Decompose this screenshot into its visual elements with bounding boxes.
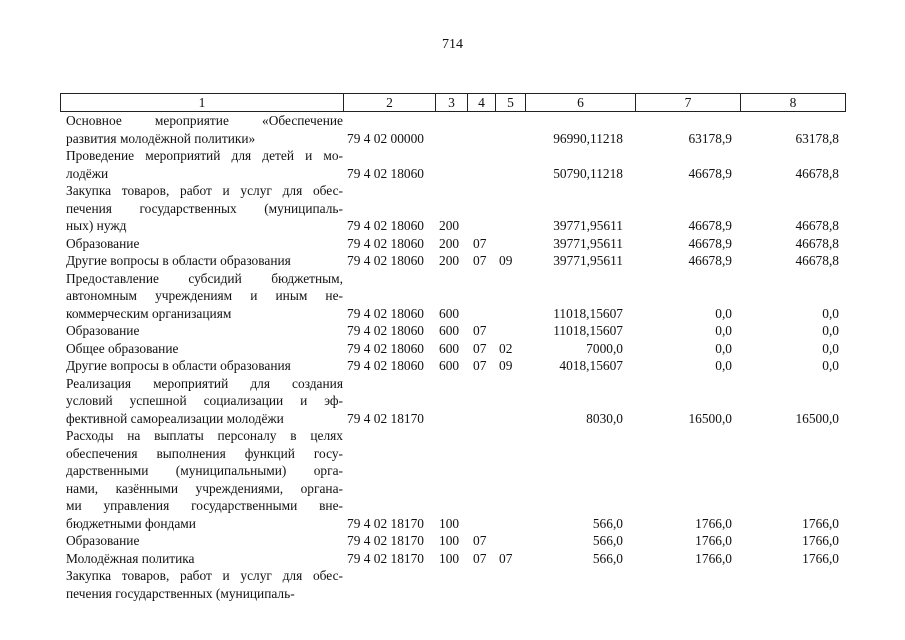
row-amount-col7: 1766,0 (695, 533, 732, 548)
description-line: коммерческим организациям (66, 305, 232, 321)
description-line: Закупка товаров, работ и услуг для обес- (66, 568, 343, 583)
description-line: Основное мероприятие «Обеспечение (66, 113, 343, 128)
row-description (60, 147, 343, 182)
row-amount-col7: 0,0 (715, 305, 732, 321)
row-target-code: 79 4 02 18060 (347, 165, 424, 181)
row-description (60, 252, 343, 270)
table-row (60, 375, 845, 428)
table-row (60, 252, 845, 270)
row-expense-type: 600 (439, 358, 460, 373)
row-amount-col8: 1766,0 (802, 515, 839, 531)
row-subsection (495, 427, 525, 532)
row-target-code: 79 4 02 18060 (347, 358, 424, 373)
row-amount-col7: 46678,9 (688, 253, 732, 268)
row-section (467, 147, 495, 182)
row-expense-type: 200 (439, 218, 460, 233)
description-line: развития молодёжной политики» (66, 130, 256, 146)
row-amount-col7: 16500,0 (688, 410, 732, 426)
row-amount-col6: 39771,95611 (553, 253, 623, 268)
row-expense-type (435, 375, 467, 428)
row-subsection (495, 182, 525, 235)
table-row (60, 567, 845, 602)
row-amount-col6 (525, 567, 635, 602)
row-expense-type (435, 567, 467, 602)
row-amount-col7: 0,0 (715, 358, 732, 373)
row-amount-col7 (635, 567, 740, 602)
row-section: 07 (473, 340, 487, 356)
row-amount-col7: 46678,9 (688, 235, 732, 251)
description-line: ных) нужд (66, 218, 127, 233)
budget-table (60, 112, 845, 602)
description-line: Образование (66, 323, 140, 338)
row-amount-col6: 39771,95611 (553, 235, 623, 251)
table-row (60, 340, 845, 358)
description-line: Общее образование (66, 340, 179, 356)
row-subsection: 09 (499, 253, 513, 268)
row-target-code: 79 4 02 18060 (347, 340, 424, 356)
row-subsection (495, 567, 525, 602)
description-line: фективной самореализации молодёжи (66, 410, 284, 426)
row-description (60, 270, 343, 323)
description-line: нами, казёнными учреждениями, органа- (66, 480, 343, 496)
row-target-code: 79 4 02 18170 (347, 533, 424, 548)
row-description (60, 375, 343, 428)
row-amount-col6: 566,0 (592, 533, 623, 548)
description-line: Проведение мероприятий для детей и мо- (66, 148, 343, 163)
row-amount-col8: 16500,0 (795, 410, 839, 426)
row-expense-type: 100 (439, 550, 460, 566)
row-amount-col6: 4018,15607 (559, 358, 623, 373)
header-col-1: 1 (61, 94, 344, 112)
row-expense-type (435, 112, 467, 147)
row-description (60, 357, 343, 375)
row-amount-col7: 63178,9 (688, 130, 732, 146)
row-subsection (495, 532, 525, 550)
row-amount-col8: 46678,8 (795, 253, 839, 268)
description-line: Реализация мероприятий для создания (66, 375, 343, 391)
row-amount-col6: 11018,15607 (553, 305, 623, 321)
row-amount-col6: 566,0 (592, 550, 623, 566)
description-line: автономным учреждениям и иным не- (66, 288, 343, 303)
row-section (467, 567, 495, 602)
row-description (60, 532, 343, 550)
header-col-8: 8 (741, 94, 846, 112)
row-subsection: 07 (499, 550, 513, 566)
description-line: Предоставление субсидий бюджетным, (66, 270, 343, 286)
row-target-code: 79 4 02 18060 (347, 323, 424, 338)
row-section: 07 (473, 550, 487, 566)
row-subsection: 02 (499, 340, 513, 356)
header-col-5: 5 (496, 94, 526, 112)
header-col-4: 4 (468, 94, 496, 112)
description-line: Закупка товаров, работ и услуг для обес- (66, 183, 343, 198)
description-line: дарственными (муниципальными) орга- (66, 463, 343, 478)
row-amount-col8 (740, 567, 845, 602)
table-row (60, 322, 845, 340)
row-expense-type: 200 (439, 253, 460, 268)
row-amount-col7: 46678,9 (688, 165, 732, 181)
row-expense-type: 100 (439, 533, 460, 548)
row-description (60, 427, 343, 532)
row-target-code: 79 4 02 18170 (347, 515, 424, 531)
row-expense-type: 600 (439, 305, 460, 321)
row-expense-type (435, 147, 467, 182)
header-col-2: 2 (344, 94, 436, 112)
row-amount-col7: 1766,0 (695, 515, 732, 531)
row-subsection (495, 235, 525, 253)
row-amount-col6: 11018,15607 (553, 323, 623, 338)
row-subsection (495, 322, 525, 340)
description-line: печения государственных (муниципаль- (66, 200, 343, 216)
row-description (60, 340, 343, 358)
description-line: Расходы на выплаты персоналу в целях (66, 428, 343, 443)
row-target-code: 79 4 02 18060 (347, 235, 424, 251)
description-line: ми управления государственными вне- (66, 498, 343, 513)
row-amount-col8: 1766,0 (802, 533, 839, 548)
description-line: Образование (66, 533, 140, 548)
row-target-code: 79 4 02 18060 (347, 218, 424, 233)
row-amount-col8: 0,0 (822, 340, 839, 356)
header-col-7: 7 (636, 94, 741, 112)
row-section: 07 (473, 358, 487, 373)
row-amount-col8: 0,0 (822, 305, 839, 321)
row-subsection (495, 147, 525, 182)
description-line: печения государственных (муниципаль- (66, 585, 295, 601)
column-number-header (60, 93, 846, 112)
row-amount-col6: 50790,11218 (553, 165, 623, 181)
row-expense-type: 600 (439, 323, 460, 338)
row-section (467, 375, 495, 428)
table-row (60, 147, 845, 182)
row-section: 07 (473, 253, 487, 268)
row-subsection: 09 (499, 358, 513, 373)
description-line: Молодёжная политика (66, 550, 195, 566)
row-description (60, 235, 343, 253)
header-col-3: 3 (436, 94, 468, 112)
row-expense-type: 200 (439, 235, 460, 251)
description-line: бюджетными фондами (66, 515, 196, 531)
table-row (60, 550, 845, 568)
row-amount-col7: 0,0 (715, 323, 732, 338)
table-row (60, 235, 845, 253)
row-target-code: 79 4 02 00000 (347, 130, 424, 146)
row-subsection (495, 112, 525, 147)
row-amount-col6: 8030,0 (586, 410, 623, 426)
table-row (60, 270, 845, 323)
description-line: обеспечения выполнения функций госу- (66, 445, 343, 461)
row-section: 07 (473, 323, 487, 338)
row-amount-col6: 39771,95611 (553, 218, 623, 233)
row-section (467, 182, 495, 235)
description-line: Образование (66, 235, 140, 251)
row-amount-col8: 63178,8 (795, 130, 839, 146)
row-amount-col7: 0,0 (715, 340, 732, 356)
row-target-code: 79 4 02 18060 (347, 253, 424, 268)
row-amount-col8: 0,0 (822, 323, 839, 338)
row-description (60, 567, 343, 602)
row-amount-col8: 46678,8 (795, 218, 839, 233)
row-section (467, 270, 495, 323)
table-row (60, 427, 845, 532)
row-section: 07 (473, 235, 487, 251)
row-target-code: 79 4 02 18170 (347, 550, 424, 566)
row-subsection (495, 270, 525, 323)
row-target-code (343, 567, 435, 602)
description-line: Другие вопросы в области образования (66, 358, 291, 373)
description-line: лодёжи (66, 165, 109, 181)
row-expense-type: 600 (439, 340, 460, 356)
row-subsection (495, 375, 525, 428)
table-row (60, 112, 845, 147)
page-number: 714 (442, 37, 463, 52)
description-line: Другие вопросы в области образования (66, 253, 291, 268)
row-amount-col6: 7000,0 (586, 340, 623, 356)
row-amount-col7: 46678,9 (688, 218, 732, 233)
row-target-code: 79 4 02 18170 (347, 410, 424, 426)
row-description (60, 182, 343, 235)
row-amount-col7: 1766,0 (695, 550, 732, 566)
row-amount-col8: 0,0 (822, 358, 839, 373)
row-amount-col8: 1766,0 (802, 550, 839, 566)
row-description (60, 322, 343, 340)
row-amount-col8: 46678,8 (795, 165, 839, 181)
row-expense-type: 100 (439, 515, 460, 531)
row-amount-col6: 566,0 (592, 515, 623, 531)
row-amount-col8: 46678,8 (795, 235, 839, 251)
table-row (60, 532, 845, 550)
row-description (60, 112, 343, 147)
description-line: условий успешной социализации и эф- (66, 393, 343, 408)
table-row (60, 182, 845, 235)
row-target-code: 79 4 02 18060 (347, 305, 424, 321)
row-amount-col6: 96990,11218 (553, 130, 623, 146)
row-section (467, 112, 495, 147)
row-section: 07 (473, 533, 487, 548)
header-col-6: 6 (526, 94, 636, 112)
table-row (60, 357, 845, 375)
row-section (467, 427, 495, 532)
row-description (60, 550, 343, 568)
